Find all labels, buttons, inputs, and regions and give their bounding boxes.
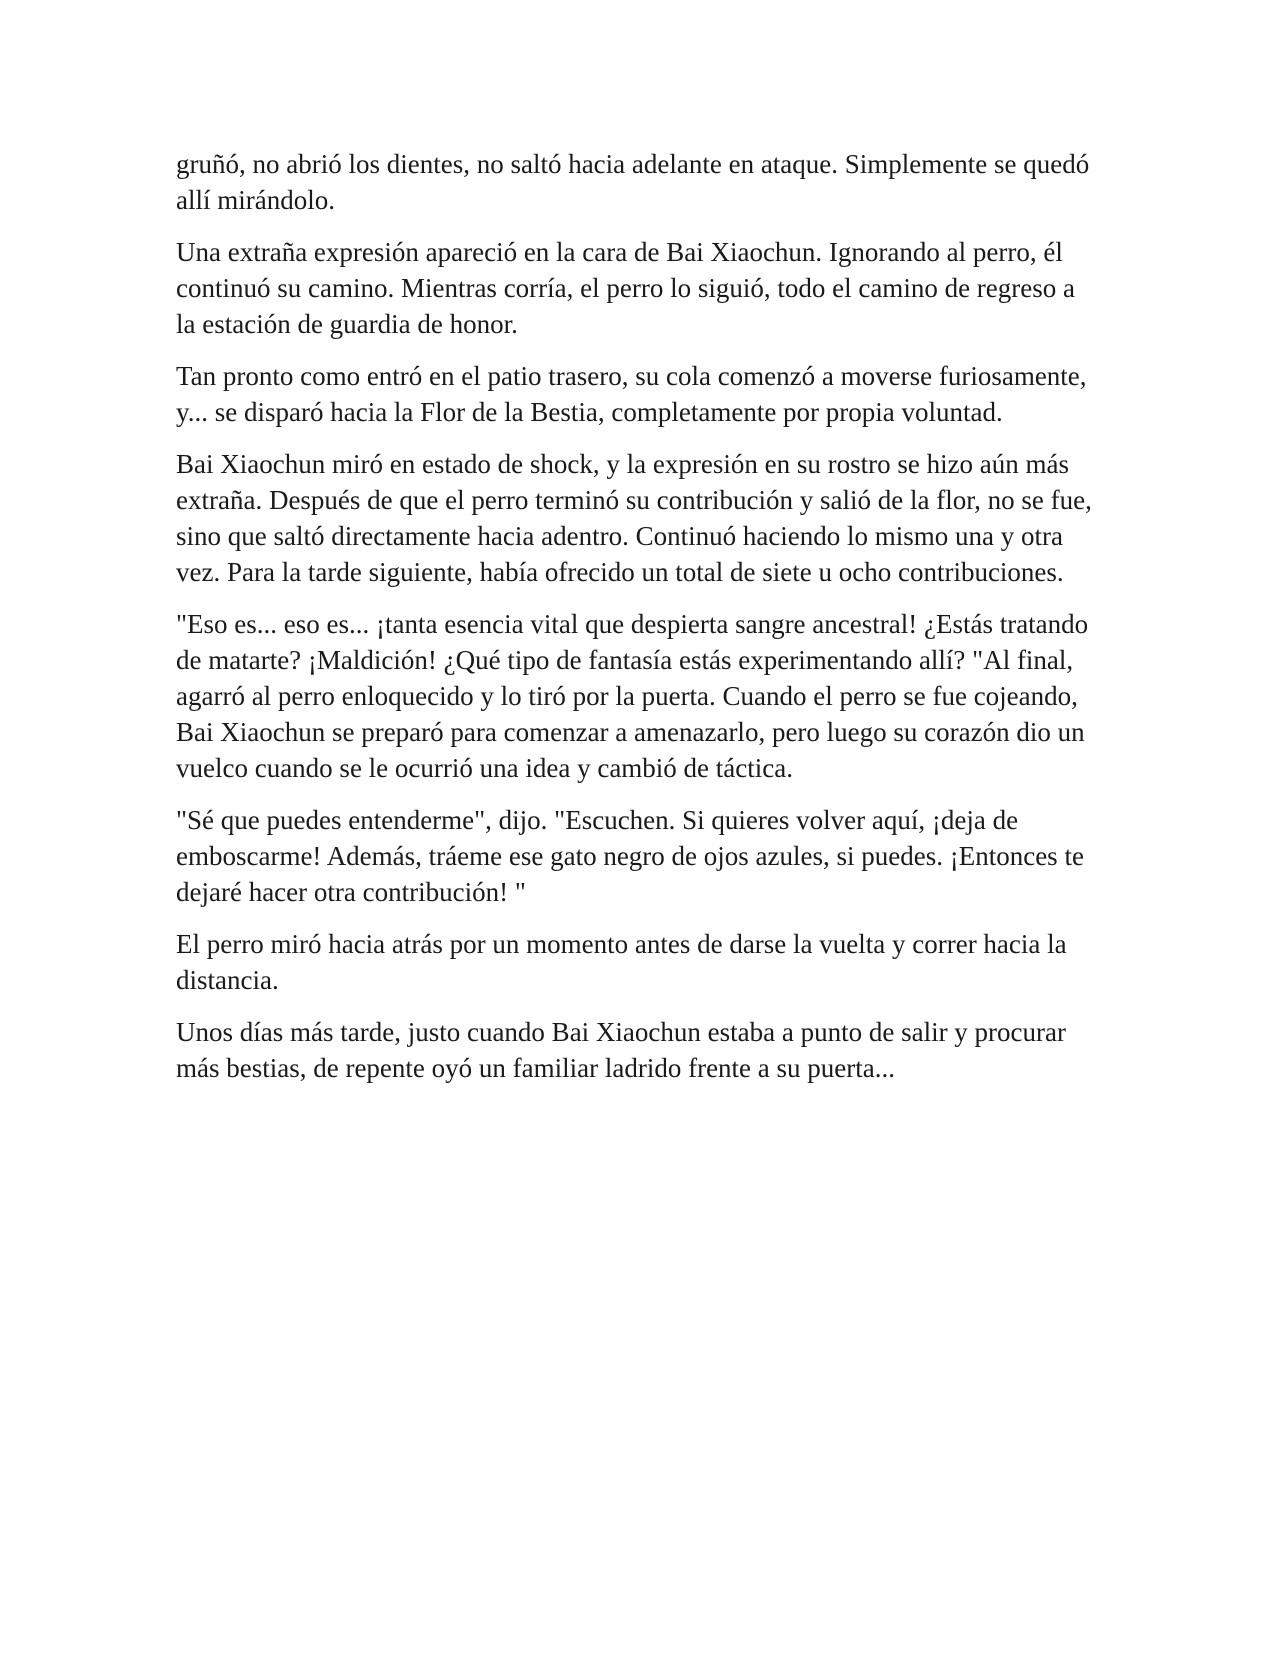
paragraph-3: Tan pronto como entró en el patio trasero, su cola comenzó a moverse furiosamente, y... se disparó hacia la Flor de la Bestia, completamente por propia voluntad. bbox=[176, 361, 1087, 427]
paragraph-8: Unos días más tarde, justo cuando Bai Xiaochun estaba a punto de salir y procurar más bestias, de repente oyó un familiar ladrido frente a su puerta... bbox=[176, 1017, 1066, 1083]
paragraph-6: "Sé que puedes entenderme", dijo. "Escuchen. Si quieres volver aquí, ¡deja de emboscarme! Además, tráeme ese gato negro de ojos azules, si puedes. ¡Entonces te dejaré hacer otra contribución! " bbox=[176, 805, 1084, 907]
paragraph-2: Una extraña expresión apareció en la cara de Bai Xiaochun. Ignorando al perro, él continuó su camino. Mientras corría, el perro lo siguió, todo el camino de regreso a la estación de guardia de honor. bbox=[176, 237, 1075, 339]
paragraph-5: "Eso es... eso es... ¡tanta esencia vital que despierta sangre ancestral! ¿Estás tratando de matarte? ¡Maldición! ¿Qué tipo de fantasía estás experimentando allí? "Al final, agarró al perro enloquecido y lo tiró por la puerta. Cuando el perro se fue cojeando, Bai Xiaochun se preparó para comenzar a amenazarlo, pero luego su corazón dio un vuelco cuando se le ocurrió una idea y cambió de táctica. bbox=[176, 609, 1089, 783]
document-body bbox=[176, 146, 1096, 1102]
paragraph-4: Bai Xiaochun miró en estado de shock, y la expresión en su rostro se hizo aún más extraña. Después de que el perro terminó su contribución y salió de la flor, no se fue, sino que saltó directamente hacia adentro. Continuó haciendo lo mismo una y otra vez. Para la tarde siguiente, había ofrecido un total de siete u ocho contribuciones. bbox=[176, 449, 1092, 587]
paragraph-1: gruñó, no abrió los dientes, no saltó hacia adelante en ataque. Simplemente se quedó allí mirándolo. bbox=[176, 149, 1090, 215]
paragraph-7: El perro miró hacia atrás por un momento antes de darse la vuelta y correr hacia la distancia. bbox=[176, 929, 1067, 995]
